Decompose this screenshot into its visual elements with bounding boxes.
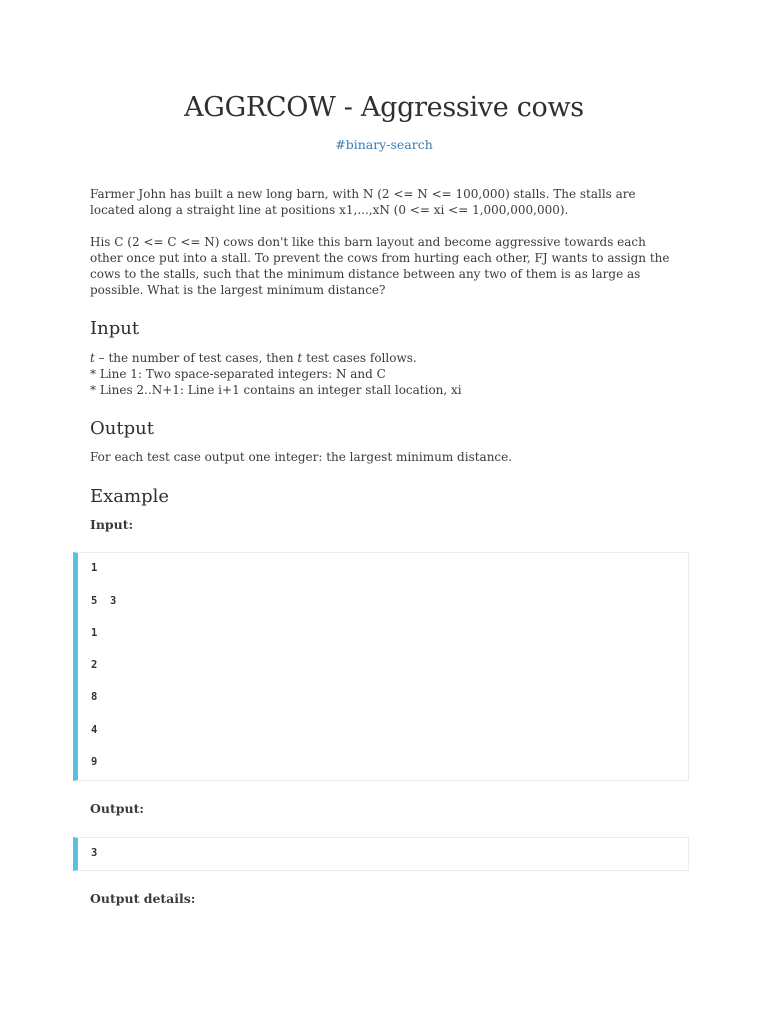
input-line-1-end: test cases follows. bbox=[302, 351, 417, 365]
example-output-block[interactable] bbox=[73, 837, 689, 871]
input-line-1-mid: – the number of test cases, then bbox=[94, 351, 298, 365]
example-input-line: 5 3 bbox=[91, 595, 117, 607]
example-input-line: 4 bbox=[91, 724, 98, 736]
example-input-line: 1 bbox=[91, 627, 98, 639]
example-input-label: Input: bbox=[90, 517, 134, 532]
input-line-1 bbox=[90, 350, 690, 366]
example-output-line: 3 bbox=[91, 847, 98, 859]
input-var-t-2: t bbox=[297, 351, 303, 365]
input-description bbox=[90, 350, 690, 398]
example-input-line: 8 bbox=[91, 691, 98, 703]
output-heading: Output bbox=[90, 418, 154, 439]
example-heading: Example bbox=[90, 486, 170, 507]
example-input-line: 9 bbox=[91, 756, 98, 768]
output-details-label: Output details: bbox=[90, 891, 196, 906]
tag-link-binary-search[interactable]: #binary-search bbox=[335, 137, 433, 152]
problem-title: AGGRCOW - Aggressive cows bbox=[184, 92, 584, 123]
input-var-t: t bbox=[90, 351, 95, 365]
example-output-label: Output: bbox=[90, 801, 144, 816]
example-input-block[interactable] bbox=[73, 552, 689, 781]
example-input-line: 1 bbox=[91, 562, 98, 574]
input-line-3: * Lines 2..N+1: Line i+1 contains an integer stall location, xi bbox=[90, 383, 462, 397]
description-paragraph-1: Farmer John has built a new long barn, with N (2 <= N <= 100,000) stalls. The stalls are located along a straight line at positions x1,...,xN (0 <= xi <= 1,000,000,000). bbox=[90, 187, 636, 217]
example-input-line: 2 bbox=[91, 659, 98, 671]
input-heading: Input bbox=[90, 318, 140, 339]
output-description: For each test case output one integer: the largest minimum distance. bbox=[90, 450, 513, 464]
input-line-2: * Line 1: Two space-separated integers: N and C bbox=[90, 367, 386, 381]
description-paragraph-2: His C (2 <= C <= N) cows don't like this barn layout and become aggressive towards each other once put into a stall. To prevent the cows from hurting each other, FJ wants to assign the cows to the stalls, such that the minimum distance between any two of them is as large as possible. What is the largest minimum distance? bbox=[90, 235, 670, 297]
